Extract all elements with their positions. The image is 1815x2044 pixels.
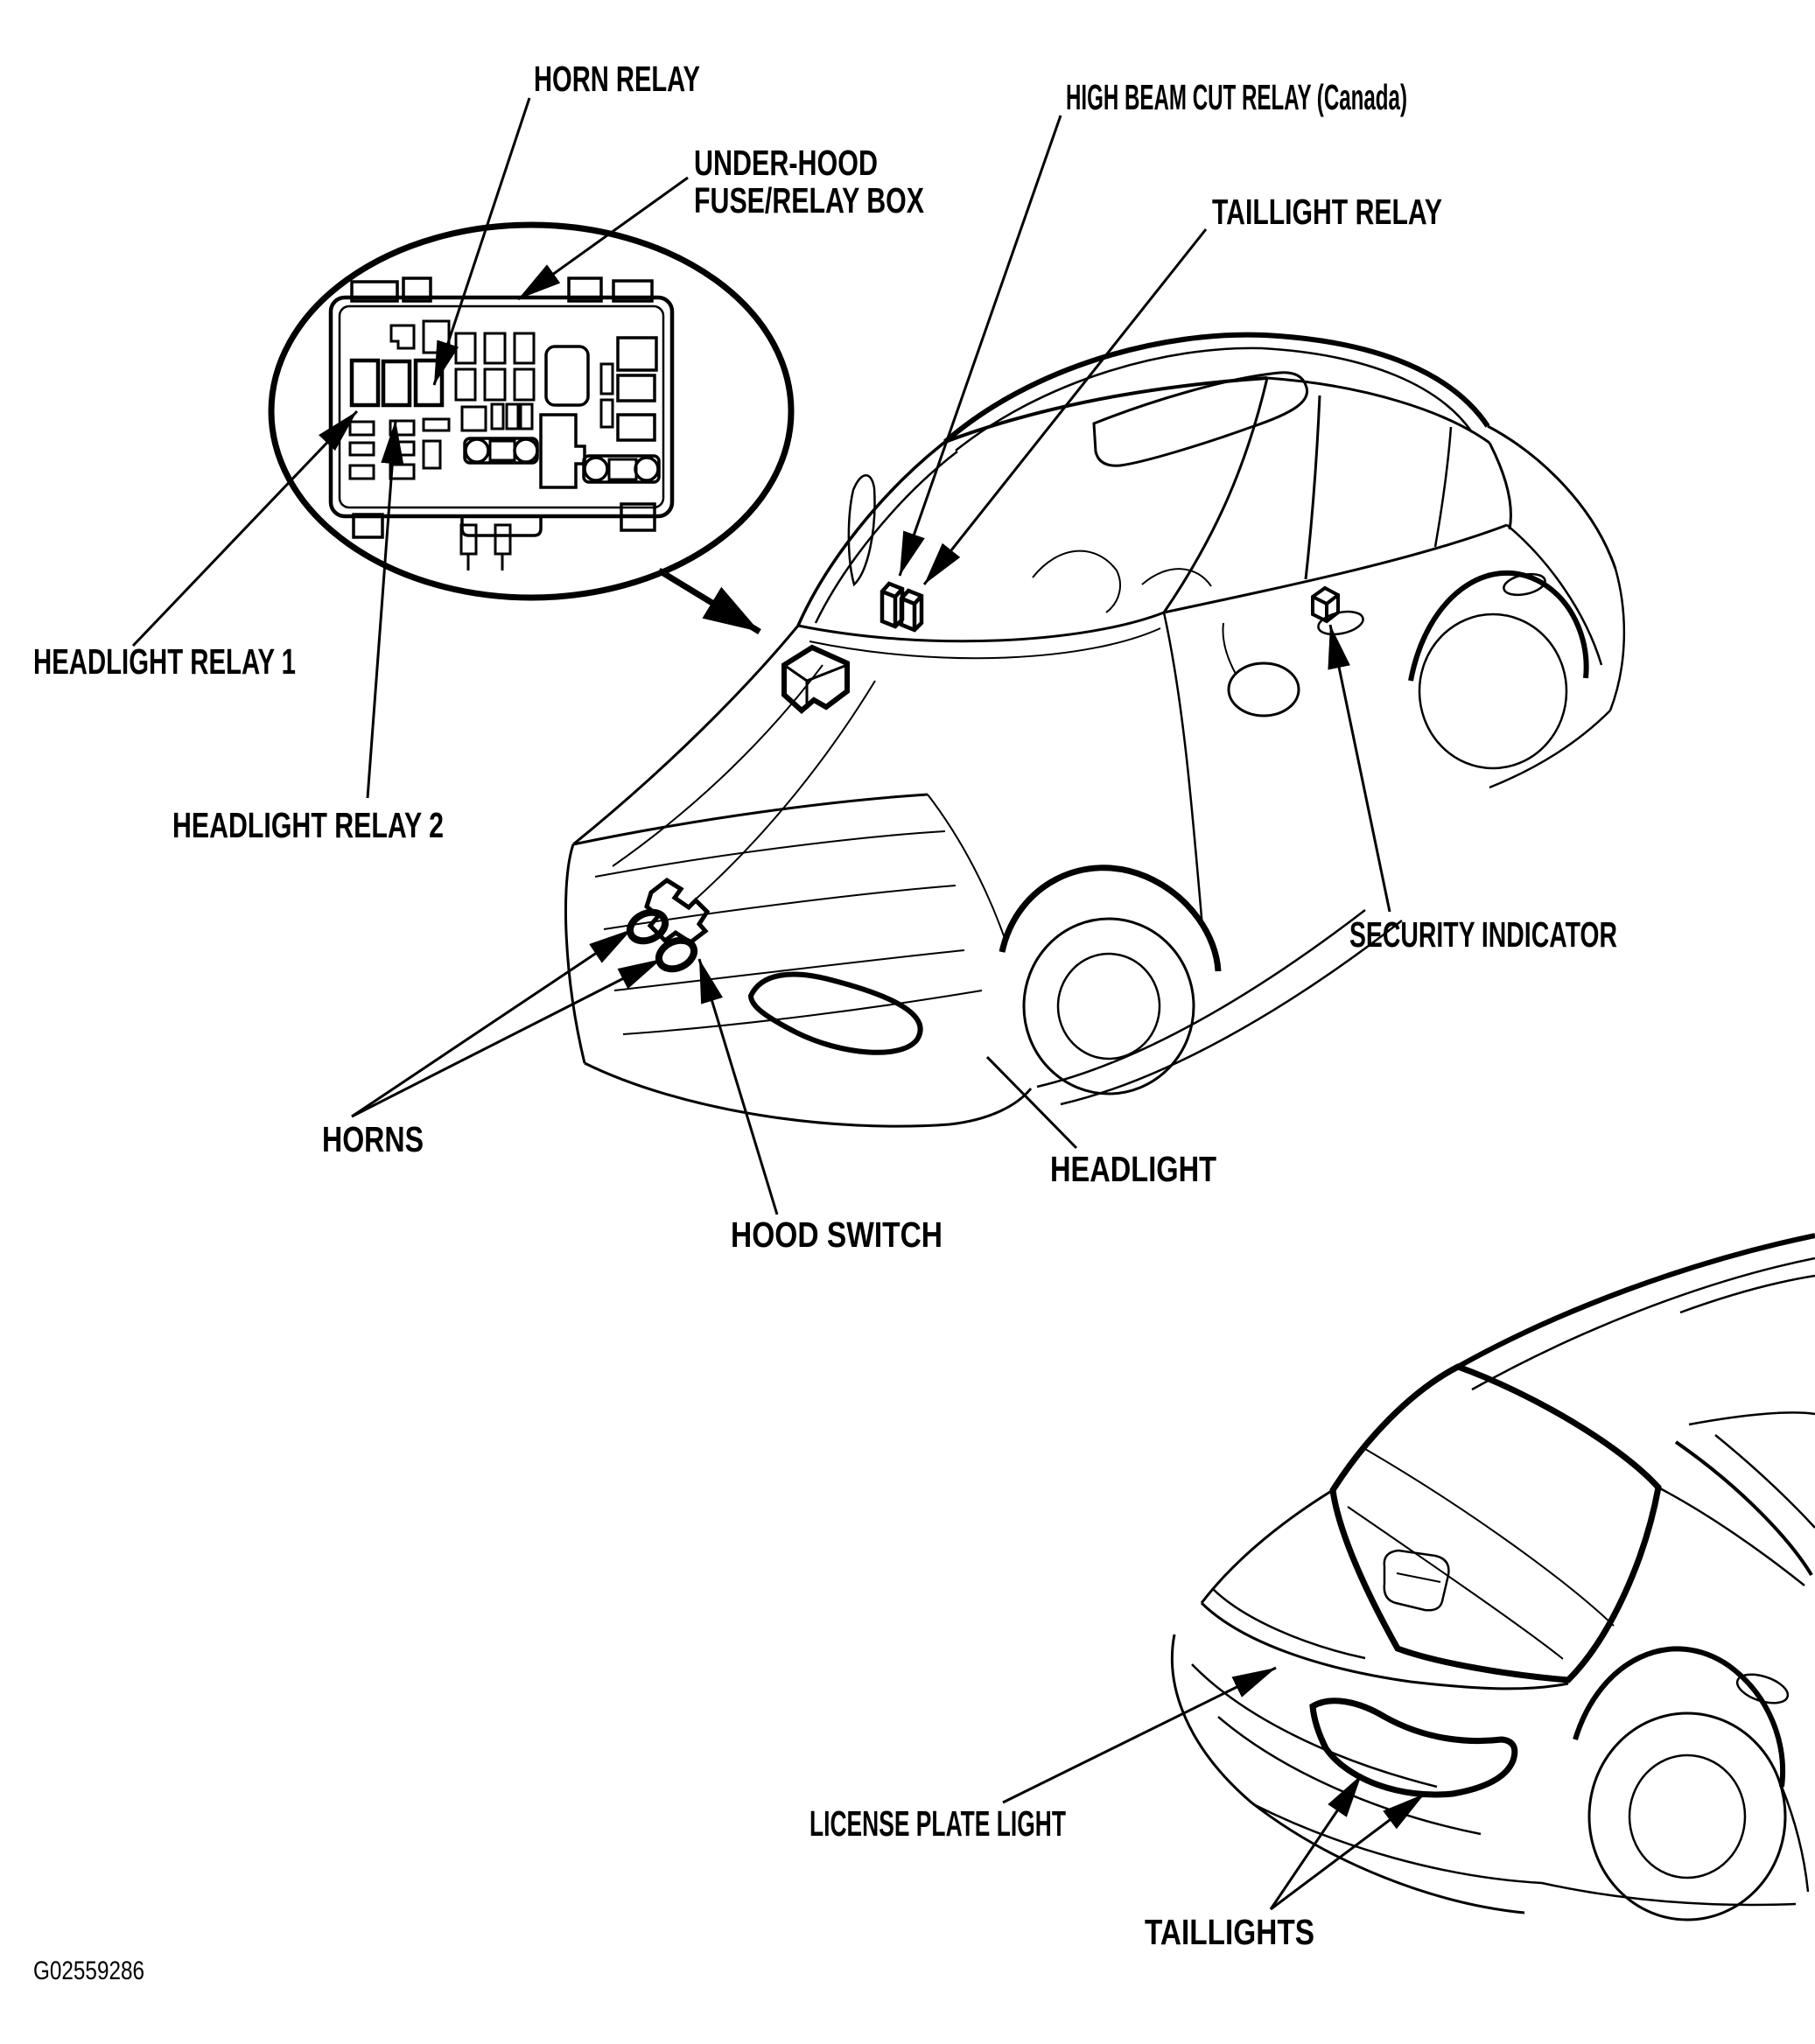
front-car-windshield	[798, 378, 1267, 658]
front-car-hood-and-front	[565, 626, 1031, 1126]
headlight-relay-1-part	[352, 360, 378, 405]
label-horns: HORNS	[322, 1119, 424, 1159]
label-license-plate-light: LICENSE PLATE LIGHT	[809, 1803, 1066, 1844]
leader-license-plate-light	[1003, 1668, 1276, 1802]
label-hood-switch: HOOD SWITCH	[731, 1214, 943, 1255]
front-car-rear-section	[1411, 426, 1624, 788]
label-security-indicator: SECURITY INDICATOR	[1349, 914, 1617, 955]
label-underhood-line2: FUSE/RELAY BOX	[694, 180, 924, 220]
rear-car-roof	[1458, 1236, 1815, 1390]
fuse-box-outline	[331, 278, 672, 570]
leader-taillight-relay	[924, 229, 1206, 584]
rear-door-handle	[1734, 1669, 1791, 1708]
labels	[33, 59, 1617, 1985]
label-headlight-relay-2: HEADLIGHT RELAY 2	[172, 805, 444, 845]
leader-taillights-1	[1271, 1774, 1362, 1909]
front-car	[565, 335, 1623, 1127]
cowl-relays	[882, 584, 922, 630]
label-underhood-line1: UNDER-HOOD	[694, 143, 878, 183]
label-high-beam-cut-relay: HIGH BEAM CUT RELAY (Canada)	[1066, 77, 1407, 117]
front-wheel	[1002, 868, 1218, 1094]
leader-underhood-box	[518, 178, 688, 299]
headlight	[751, 975, 921, 1053]
leader-horns-2	[352, 959, 662, 1116]
side-mirror	[1229, 663, 1299, 716]
rear-wheel	[1575, 1648, 1785, 1920]
headlight-relay-2-part	[383, 361, 410, 405]
fuse-box-detail	[271, 225, 791, 632]
door-handle-front	[1316, 608, 1365, 638]
fuse-box-relays	[352, 360, 442, 405]
horn-relay-part	[416, 360, 442, 405]
rear-window	[1333, 1367, 1658, 1680]
underhood-box-3d	[784, 648, 847, 710]
rear-car	[1172, 1236, 1815, 1920]
security-indicator-box	[1313, 588, 1338, 621]
label-taillight-relay: TAILLIGHT RELAY	[1212, 192, 1442, 232]
label-taillights: TAILLIGHTS	[1145, 1912, 1314, 1952]
leader-headlight	[987, 1057, 1076, 1148]
hood-latch	[626, 880, 707, 974]
antenna	[849, 475, 875, 584]
leader-taillights-2	[1271, 1794, 1425, 1909]
leader-security-indicator	[1330, 625, 1390, 912]
leader-headlight-relay-2	[368, 420, 396, 798]
label-horn-relay: HORN RELAY	[534, 59, 700, 99]
leader-hood-switch	[699, 959, 777, 1214]
brake-light	[1384, 1550, 1449, 1610]
label-headlight: HEADLIGHT	[1050, 1149, 1216, 1189]
front-car-side	[1037, 378, 1547, 1104]
figure-id: G02559286	[33, 1956, 144, 1985]
horn-2	[655, 935, 699, 975]
detail-to-car-arrow	[659, 570, 760, 632]
front-car-roof	[945, 335, 1488, 466]
sunroof	[1094, 373, 1307, 466]
leader-horns-1	[352, 929, 632, 1116]
leader-headlight-relay-1	[133, 411, 357, 646]
label-headlight-relay-1: HEADLIGHT RELAY 1	[33, 641, 296, 682]
